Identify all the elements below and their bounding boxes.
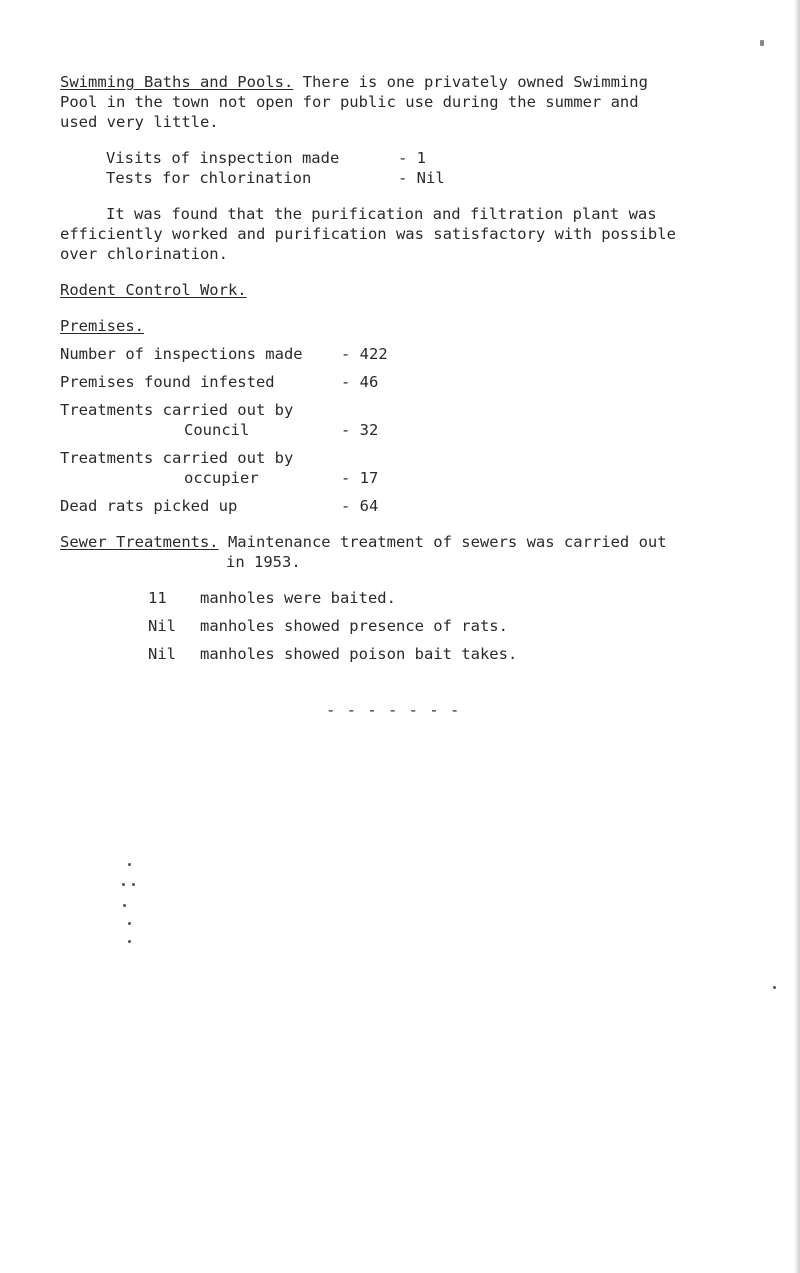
sewer-item-count: 11	[148, 589, 167, 607]
scan-speck	[128, 863, 131, 866]
swimming-line-3: used very little.	[60, 113, 219, 131]
scan-speck	[123, 904, 126, 907]
sewer-intro-line	[60, 532, 667, 552]
swimming-heading: Swimming Baths and Pools.	[60, 73, 294, 91]
sewer-item-count: Nil	[148, 645, 176, 663]
scan-speck	[128, 922, 131, 925]
rodent-row-label: Premises found infested	[60, 373, 275, 391]
scan-speck	[773, 986, 776, 989]
swimming-stat-label: Tests for chlorination	[106, 169, 312, 187]
scan-speck	[122, 883, 125, 886]
scan-speck	[132, 883, 135, 886]
swimming-intro-line	[60, 72, 648, 92]
swimming-intro-text: There is one privately owned Swimming	[293, 73, 648, 91]
swimming-stat-value: - Nil	[398, 169, 445, 187]
swimming-paragraph-line: over chlorination.	[60, 245, 228, 263]
rodent-row-label: Number of inspections made	[60, 345, 303, 363]
sewer-intro-text: Maintenance treatment of sewers was carried out	[218, 533, 667, 551]
rodent-row-label-continuation: Council	[184, 421, 250, 439]
swimming-stat-label: Visits of inspection made	[106, 149, 340, 167]
premises-heading: Premises.	[60, 317, 144, 335]
swimming-paragraph-line: It was found that the purification and filtration plant was	[106, 205, 657, 223]
sewer-item-text: manholes showed presence of rats.	[200, 617, 508, 635]
rodent-row-label-continuation: occupier	[184, 469, 259, 487]
sewer-item-text: manholes showed poison bait takes.	[200, 645, 518, 663]
rodent-row-value: - 17	[341, 469, 379, 487]
rodent-row-value: - 32	[341, 421, 379, 439]
rodent-heading: Rodent Control Work.	[60, 281, 247, 299]
sewer-heading: Sewer Treatments.	[60, 533, 219, 551]
swimming-stat-value: - 1	[398, 149, 426, 167]
rodent-row-value: - 64	[341, 497, 379, 515]
rodent-row-value: - 46	[341, 373, 379, 391]
page-edge-shadow	[794, 0, 800, 1273]
rodent-row-label: Dead rats picked up	[60, 497, 238, 515]
sewer-item-text: manholes were baited.	[200, 589, 396, 607]
swimming-paragraph-line: efficiently worked and purification was satisfactory with possible	[60, 225, 676, 243]
sewer-item-count: Nil	[148, 617, 176, 635]
scan-speck	[760, 40, 764, 46]
rodent-row-label: Treatments carried out by	[60, 449, 294, 467]
rodent-row-value: - 422	[341, 345, 388, 363]
closing-dashed-rule: - - - - - - -	[326, 701, 461, 719]
sewer-intro-continuation: in 1953.	[226, 553, 301, 571]
rodent-row-label: Treatments carried out by	[60, 401, 294, 419]
scan-speck	[128, 940, 131, 943]
swimming-line-2: Pool in the town not open for public use during the summer and	[60, 93, 639, 111]
